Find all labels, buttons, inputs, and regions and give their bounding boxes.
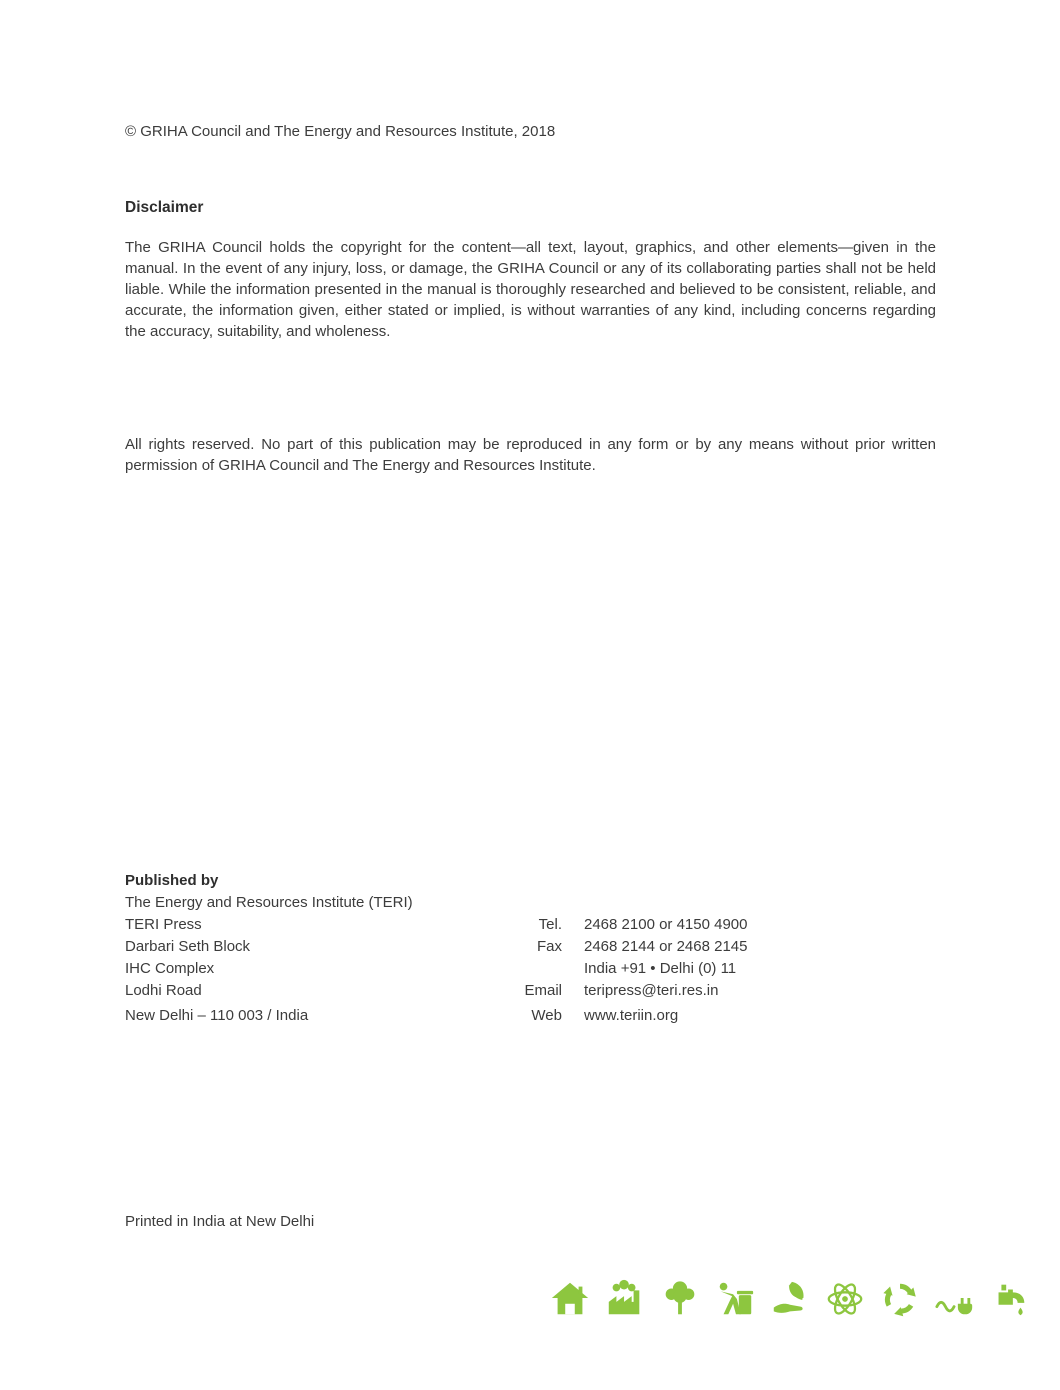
address-line: TERI Press — [125, 916, 202, 933]
atom-icon — [824, 1278, 866, 1320]
contact-label: Tel. — [538, 916, 562, 933]
contact-value: www.teriin.org — [584, 1007, 679, 1024]
factory-icon — [604, 1278, 646, 1320]
contact-label: Email — [524, 982, 562, 999]
rights-paragraph: All rights reserved. No part of this publication may be reproduced in any form or by any means without prior written permission of GRIHA Council and The Energy and Resources Institute. — [125, 436, 936, 474]
address-line: Lodhi Road — [125, 982, 202, 999]
disclaimer-paragraph: The GRIHA Council holds the copyright for the content—all text, layout, graphics, and other elements—given in the manual. In the event of any injury, loss, or damage, the GRIHA Council or any of its collaborating parties shall not be held liable. While the information presented in the manual is thoroughly researched and believed to be consistent, reliable, and accurate, the information given, either stated or implied, is without warranties of any kind, including concerns regarding the accuracy, suitability, and wholeness. — [125, 239, 936, 340]
hand-leaf-icon — [769, 1278, 811, 1320]
water-tap-icon — [989, 1278, 1031, 1320]
publisher-block — [125, 870, 805, 1027]
contact-label — [517, 958, 562, 980]
copyright-line: © GRIHA Council and The Energy and Resources Institute, 2018 — [125, 123, 556, 140]
contact-value: 2468 2144 or 2468 2145 — [584, 938, 748, 955]
contact-value: 2468 2100 or 4150 4900 — [584, 916, 748, 933]
contact-value: teripress@teri.res.in — [584, 982, 719, 999]
recycle-icon — [879, 1278, 921, 1320]
contact-label: Fax — [536, 938, 562, 955]
published-by-heading: Published by — [125, 872, 219, 889]
address-line: Darbari Seth Block — [125, 938, 251, 955]
printed-line: Printed in India at New Delhi — [125, 1213, 315, 1230]
waste-disposal-icon — [714, 1278, 756, 1320]
publisher-contact-grid — [125, 914, 805, 1027]
eco-house-icon — [549, 1278, 591, 1320]
contact-label: Web — [531, 1007, 562, 1024]
publisher-name: The Energy and Resources Institute (TERI) — [125, 894, 413, 911]
tree-icon — [659, 1278, 701, 1320]
contact-value: India +91 • Delhi (0) 11 — [584, 960, 737, 977]
footer-icons-row — [549, 1278, 1031, 1320]
address-line: IHC Complex — [125, 960, 215, 977]
disclaimer-heading: Disclaimer — [125, 199, 204, 216]
energy-plug-icon — [934, 1278, 976, 1320]
address-line: New Delhi – 110 003 / India — [125, 1007, 309, 1024]
